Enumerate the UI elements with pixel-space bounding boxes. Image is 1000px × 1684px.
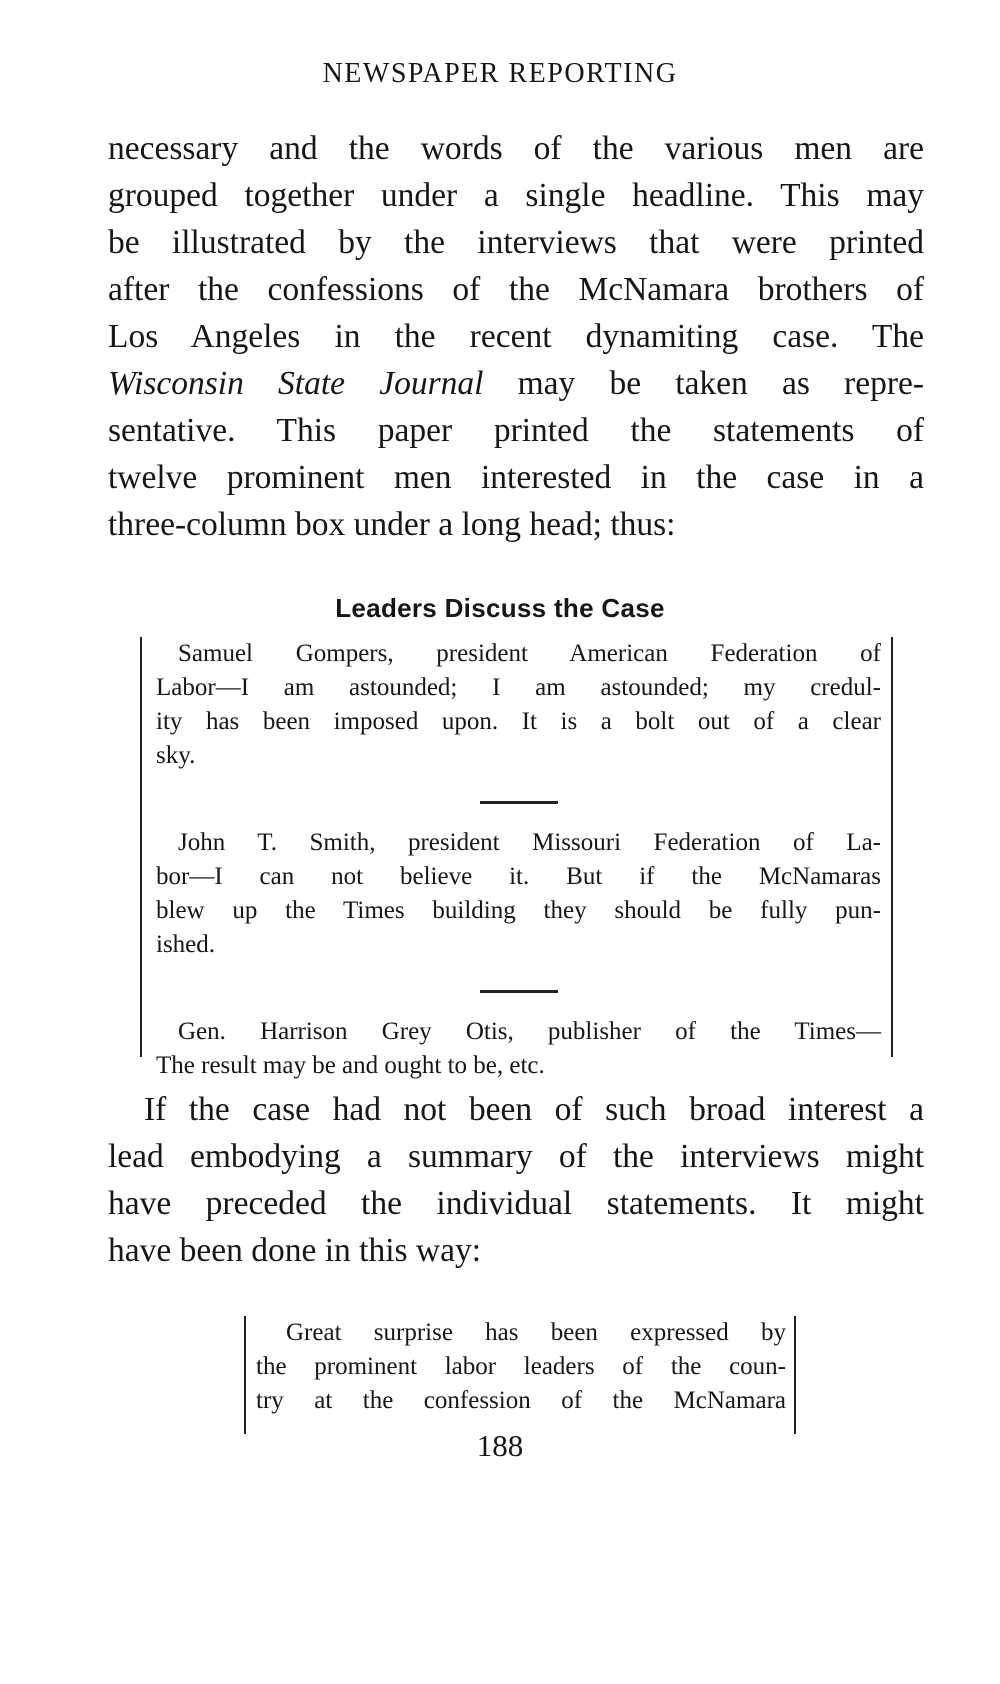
text-line: If the case had not been of such broad interest a [144, 1091, 924, 1128]
interview-entry [156, 637, 881, 773]
body-paragraph-1 [108, 125, 924, 548]
text-line: Samuel Gompers, president American Federation of [178, 640, 881, 667]
text-line: be illustrated by the interviews that were printed [108, 224, 924, 261]
text-line: ished. [156, 931, 216, 958]
text-line: Great surprise has been expressed by [286, 1319, 786, 1346]
text-line: have preceded the individual statements. It might [108, 1185, 924, 1222]
separator-rule [480, 801, 558, 804]
text-line: John T. Smith, president Missouri Federation of La- [178, 829, 881, 856]
interview-box [140, 637, 893, 1079]
box-headline: Leaders Discuss the Case [335, 593, 665, 623]
text-line: lead embodying a summary of the interviews might [108, 1138, 924, 1175]
text-line: Los Angeles in the recent dynamiting case. The [108, 318, 924, 355]
interview-entry [156, 826, 881, 962]
text-line: bor—I can not believe it. But if the McNamaras [156, 863, 881, 890]
text-line: Labor—I am astounded; I am astounded; my credul- [156, 674, 881, 701]
text-line-rest: may be taken as repre- [517, 365, 925, 402]
text-line: try at the confession of the McNamara [256, 1387, 786, 1414]
text-line: twelve prominent men interested in the case in a [108, 459, 924, 496]
text-line: have been done in this way: [108, 1232, 482, 1269]
running-head: NEWSPAPER REPORTING [322, 58, 678, 89]
text-line: ity has been imposed upon. It is a bolt out of a clear [156, 708, 881, 735]
text-line: the prominent labor leaders of the coun- [256, 1353, 786, 1380]
lead-example-text [256, 1316, 786, 1418]
text-line: sentative. This paper printed the statements of [108, 412, 924, 449]
text-line [108, 360, 924, 407]
interview-entry [156, 1015, 881, 1083]
separator-rule [480, 990, 558, 993]
text-line: blew up the Times building they should be fully pun- [156, 897, 881, 924]
text-line: grouped together under a single headline. This may [108, 177, 924, 214]
body-paragraph-2 [108, 1086, 924, 1274]
journal-title: Wisconsin State Journal [108, 365, 484, 402]
text-line: sky. [156, 742, 196, 769]
text-line: The result may be and ought to be, etc. [156, 1052, 545, 1079]
lead-example-box [244, 1316, 796, 1434]
text-line: three-column box under a long head; thus: [108, 506, 676, 543]
text-line: necessary and the words of the various men are [108, 130, 924, 167]
text-line: after the confessions of the McNamara brothers of [108, 271, 924, 308]
page-number: 188 [476, 1428, 524, 1463]
text-line: Gen. Harrison Grey Otis, publisher of the Times— [178, 1018, 881, 1045]
